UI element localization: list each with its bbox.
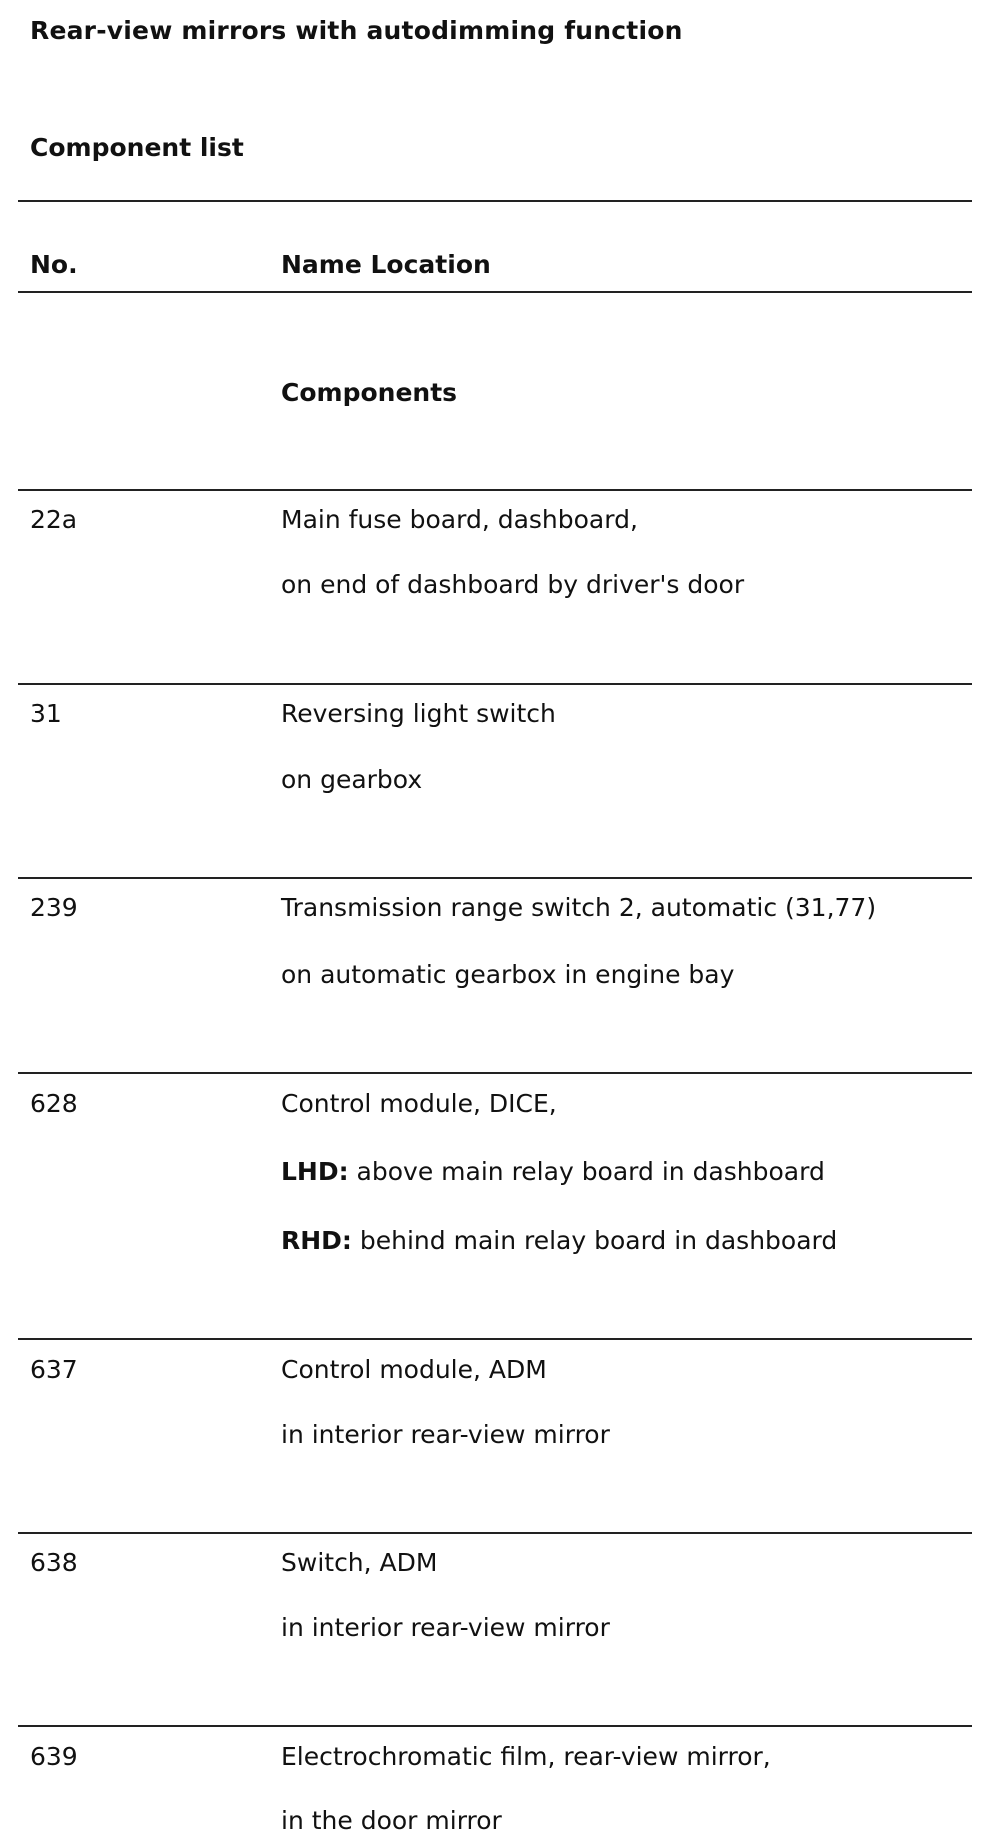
- row-number: 638: [30, 1548, 78, 1577]
- row-name: Main fuse board, dashboard,: [281, 505, 638, 534]
- column-header-no: No.: [30, 250, 78, 279]
- row-divider: [18, 489, 972, 491]
- row-location: on end of dashboard by driver's door: [281, 570, 745, 599]
- row-number: 637: [30, 1355, 78, 1384]
- row-divider: [18, 1532, 972, 1534]
- row-location: on automatic gearbox in engine bay: [281, 960, 735, 989]
- row-number: 22a: [30, 505, 78, 534]
- header-bottom-rule: [18, 291, 972, 293]
- row-number: 31: [30, 699, 62, 728]
- row-divider: [18, 1072, 972, 1074]
- row-location-rhd: [281, 1226, 837, 1255]
- row-name: Control module, ADM: [281, 1355, 547, 1384]
- component-list-heading: Component list: [30, 133, 244, 162]
- row-name: Control module, DICE,: [281, 1089, 557, 1118]
- row-location: in the door mirror: [281, 1806, 502, 1835]
- row-location: in interior rear-view mirror: [281, 1613, 610, 1642]
- row-divider: [18, 877, 972, 879]
- column-header-name-location: Name Location: [281, 250, 491, 279]
- row-divider: [18, 683, 972, 685]
- table-top-rule: [18, 200, 972, 202]
- row-number: 639: [30, 1742, 78, 1771]
- row-number: 628: [30, 1089, 78, 1118]
- row-location: in interior rear-view mirror: [281, 1420, 610, 1449]
- document-title: Rear-view mirrors with autodimming function: [30, 16, 683, 45]
- rhd-location-text: behind main relay board in dashboard: [351, 1226, 838, 1255]
- row-name: Electrochromatic film, rear-view mirror,: [281, 1742, 771, 1771]
- row-location-lhd: [281, 1157, 825, 1186]
- row-name: Switch, ADM: [281, 1548, 438, 1577]
- row-name: Reversing light switch: [281, 699, 556, 728]
- row-divider: [18, 1338, 972, 1340]
- row-number: 239: [30, 893, 78, 922]
- rhd-label: RHD:: [281, 1226, 352, 1255]
- row-name: Transmission range switch 2, automatic (31,77): [281, 893, 877, 922]
- section-label-components: Components: [281, 378, 458, 407]
- row-divider: [18, 1725, 972, 1727]
- lhd-location-text: above main relay board in dashboard: [348, 1157, 825, 1186]
- lhd-label: LHD:: [281, 1157, 349, 1186]
- row-location: on gearbox: [281, 765, 423, 794]
